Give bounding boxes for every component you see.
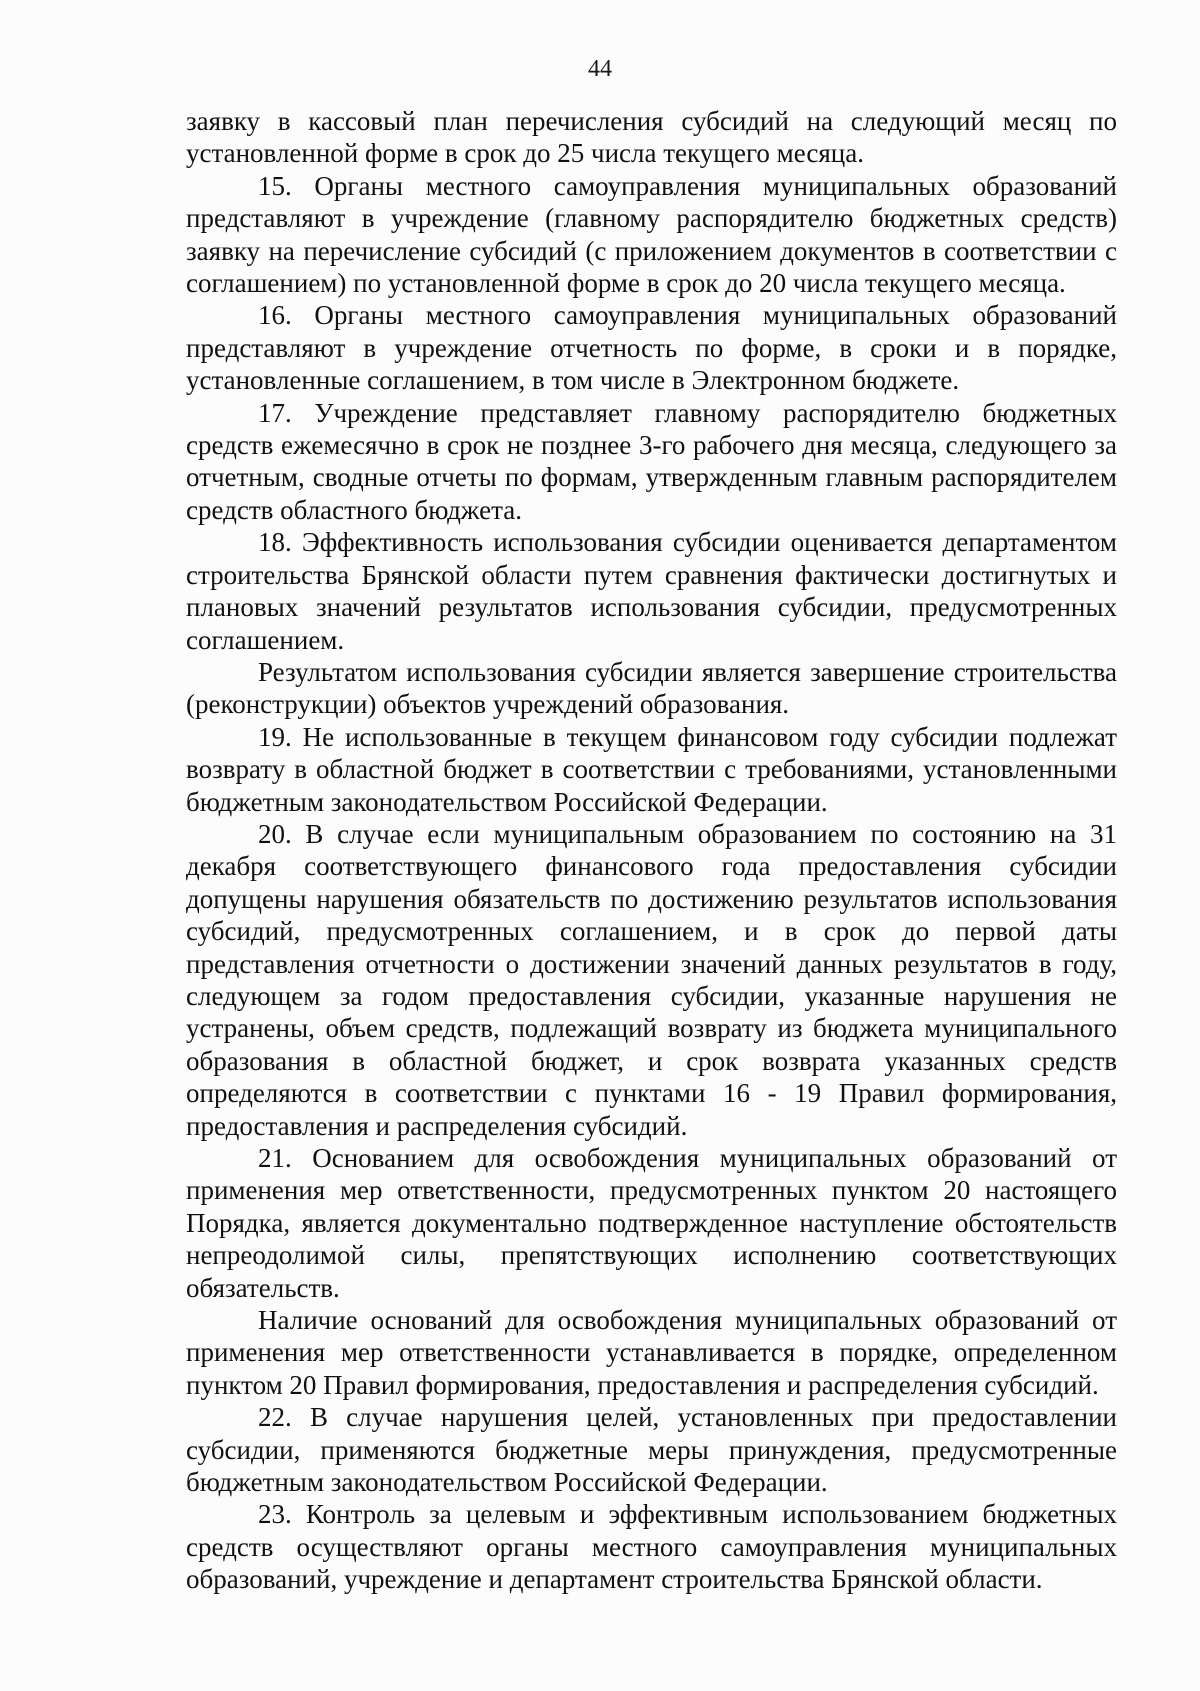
paragraph-item-16: 16. Органы местного самоуправления муниципальных образований представляют в учреждение отчетность по форме, в сроки и в порядке, установленные соглашением, в том числе в Электронном бюджете. <box>186 300 1117 396</box>
paragraph-item-19: 19. Не использованные в текущем финансовом году субсидии подлежат возврату в областной бюджет в соответствии с требованиями, установленными бюджетным законодательством Российской Федерации. <box>186 721 1117 817</box>
paragraph-continuation: заявку в кассовый план перечисления субсидий на следующий месяц по установленной форме в срок до 25 числа текущего месяца. <box>186 106 1117 169</box>
paragraph-exemption-grounds: Наличие оснований для освобождения муниципальных образований от применения мер ответственности устанавливается в порядке, определенном пунктом 20 Правил формирования, предоставления и распределения субсидий. <box>186 1305 1117 1400</box>
paragraph-item-23: 23. Контроль за целевым и эффективным использованием бюджетных средств осуществляют органы местного самоуправления муниципальных образований, учреждение и департамент строительства Брянской области. <box>186 1499 1117 1595</box>
document-body <box>186 105 1117 1596</box>
paragraph-item-22: 22. В случае нарушения целей, установленных при предоставлении субсидии, применяются бюджетные меры принуждения, предусмотренные бюджетным законодательством Российской Федерации. <box>186 1402 1117 1498</box>
paragraph-item-18: 18. Эффективность использования субсидии оценивается департаментом строительства Брянской области путем сравнения фактически достигнутых и плановых значений результатов использования субсидии, предусмотренных соглашением. <box>186 527 1117 655</box>
paragraph-item-20: 20. В случае если муниципальным образованием по состоянию на 31 декабря соответствующего финансового года предоставления субсидии допущены нарушения обязательств по достижению результатов использования субсидий, предусмотренных соглашением, и в срок до первой даты представления отчетности о достижении значений данных результатов в году, следующем за годом предоставления субсидии, указанные нарушения не устранены, объем средств, подлежащий возврату из бюджета муниципального образования в областной бюджет, и срок возврата указанных средств определяются в соответствии с пунктами 16 - 19 Правил формирования, предоставления и распределения субсидий. <box>186 818 1117 1141</box>
paragraph-item-17: 17. Учреждение представляет главному распорядителю бюджетных средств ежемесячно в срок не позднее 3-го рабочего дня месяца, следующего за отчетным, сводные отчеты по формам, утвержденным главным распорядителем средств областного бюджета. <box>186 397 1117 525</box>
paragraph-result: Результатом использования субсидии является завершение строительства (реконструкции) объектов учреждений образования. <box>186 656 1117 720</box>
page-number: 44 <box>588 56 612 82</box>
paragraph-item-15: 15. Органы местного самоуправления муниципальных образований представляют в учреждение (главному распорядителю бюджетных средств) заявку на перечисление субсидий (с приложением документов в соответствии с соглашением) по установленной форме в срок до 20 числа текущего месяца. <box>186 170 1117 299</box>
paragraph-item-21: 21. Основанием для освобождения муниципальных образований от применения мер ответственности, предусмотренных пунктом 20 настоящего Порядка, является документально подтвержденное наступление обстоятельств непреодолимой силы, препятствующих исполнению соответствующих обязательств. <box>186 1143 1117 1303</box>
